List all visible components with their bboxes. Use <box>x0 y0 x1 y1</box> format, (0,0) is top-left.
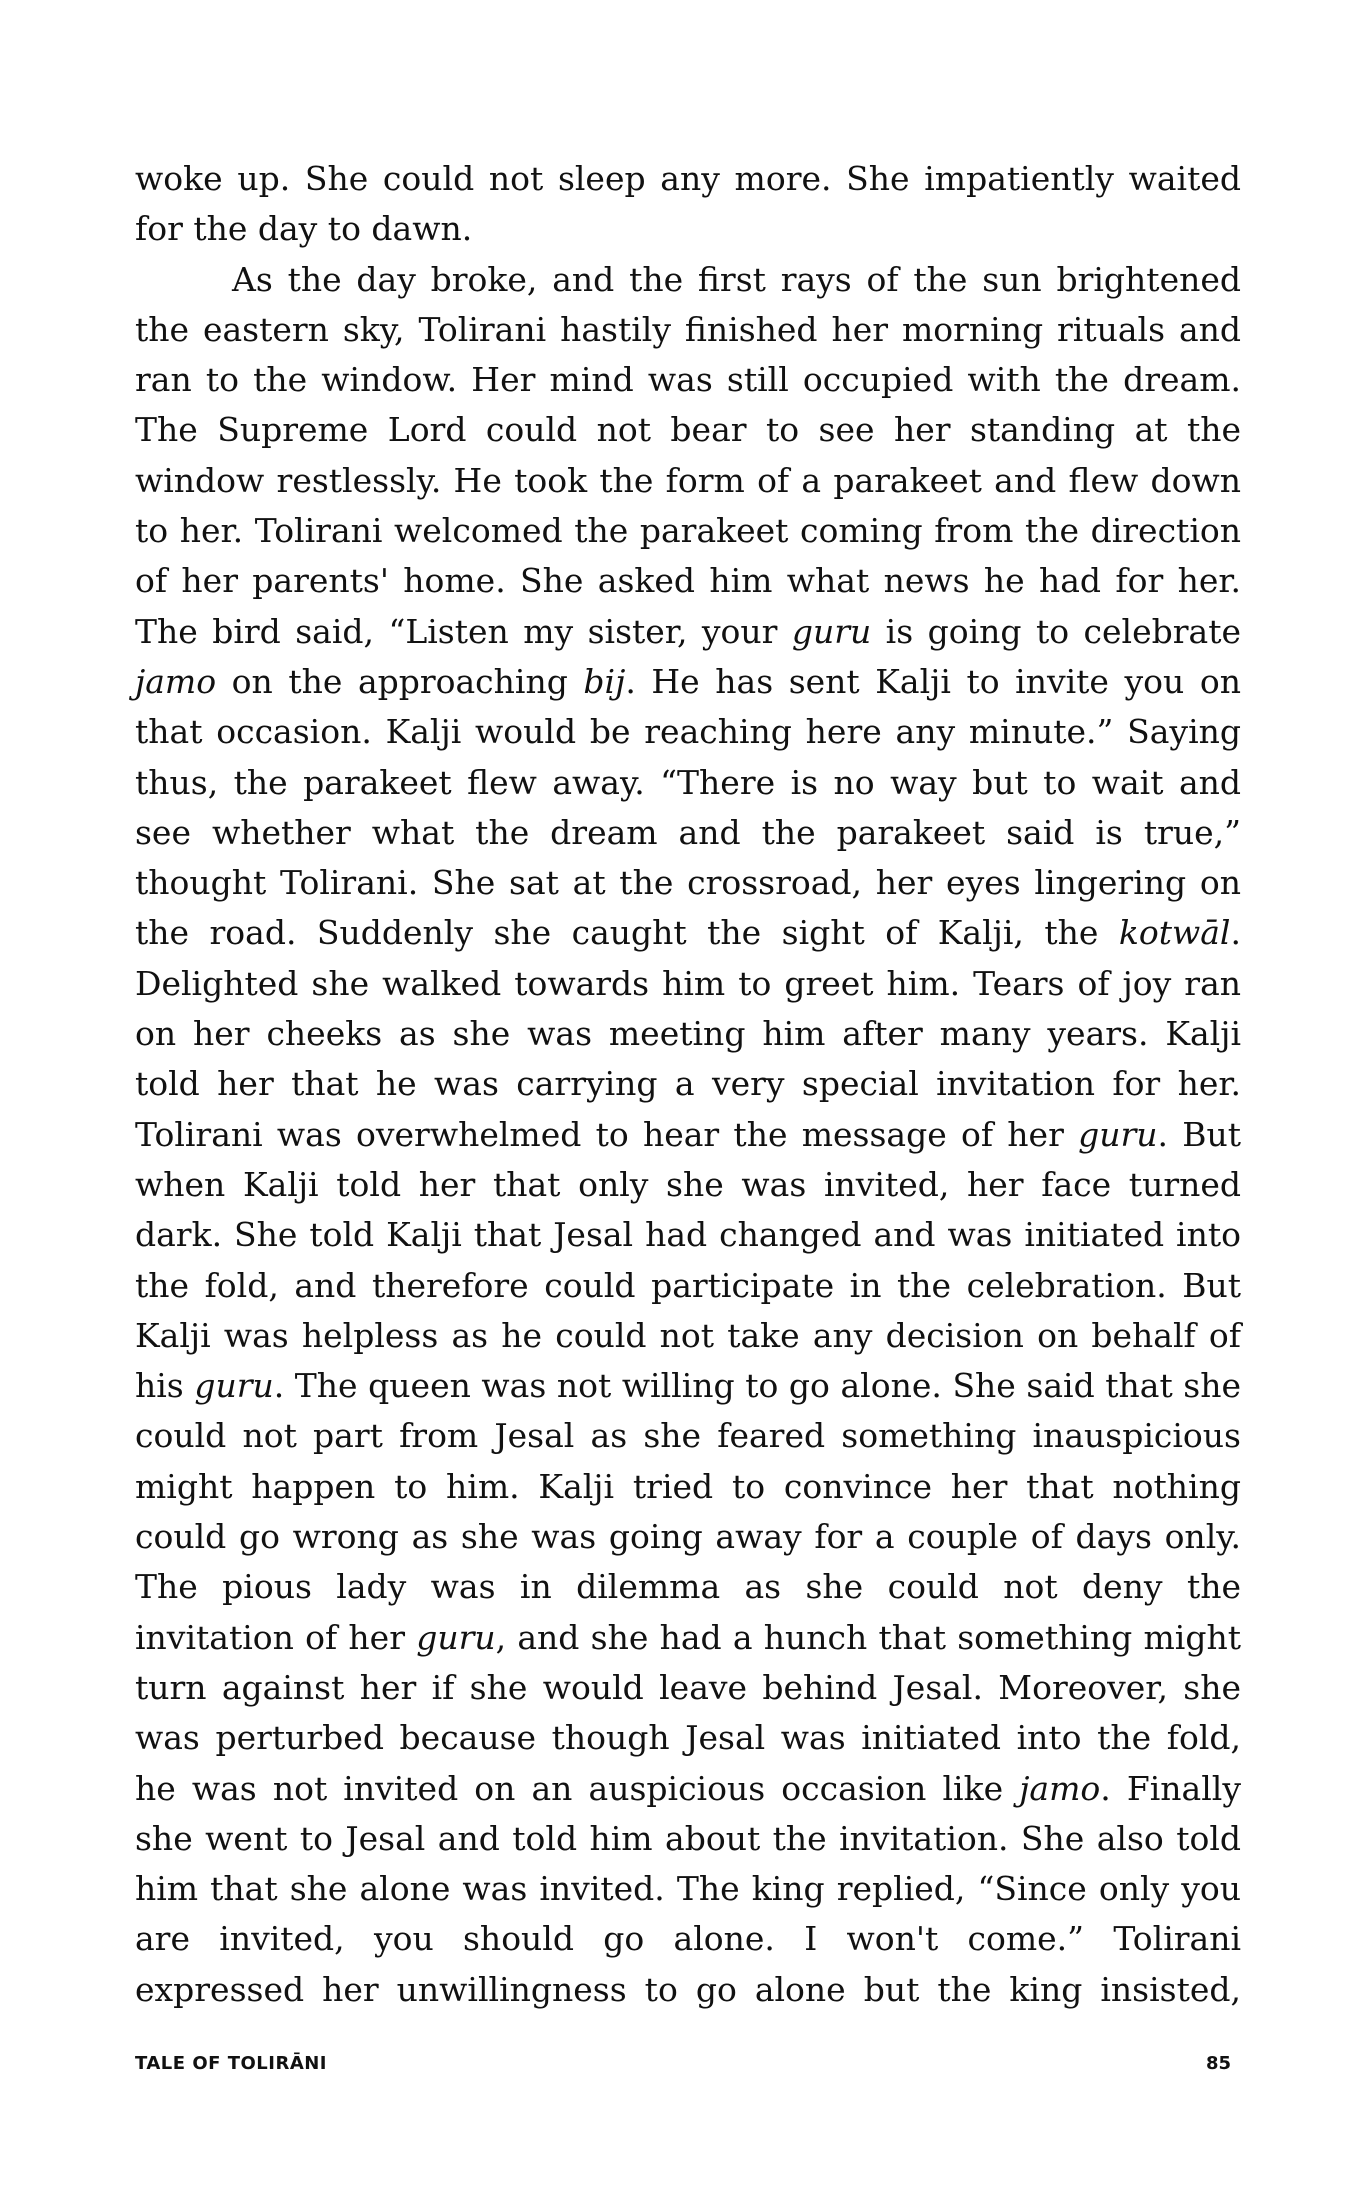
paragraph-2-text: . He has sent Kalji to invite you on that occasion. Kalji would be reaching here any minute.” Saying thus, the parakeet flew away. “There is no way but to wait and see whether what the dream and the parakeet said is true,” thought Tolirani. She sat at the crossroad, her eyes lingering on the road. Suddenly she caught the sight of Kalji, the <box>135 661 1241 953</box>
paragraph-2 <box>135 255 1241 2015</box>
italic-term-guru: guru <box>791 611 872 651</box>
running-title: TALE OF TOLIRĀNI <box>135 2053 328 2074</box>
paragraph-2-text: is going to celebrate <box>871 611 1241 651</box>
page-footer <box>135 2053 1241 2077</box>
page-number: 85 <box>1205 2053 1231 2074</box>
paragraph-2-text: . The queen was not willing to go alone. She said that she could not part from Jesal as she feared something inauspicious might happen to him. Kalji tried to convince her that nothing could go wrong as she was going away for a couple of days only. The pious lady was in dilemma as she could not deny the invitation of her <box>135 1366 1242 1657</box>
paragraph-2-text: . But when Kalji told her that only she was invited, her face turned dark. She told Kalji that Jesal had changed and was initiated into the fold, and therefore could participate in the celebration. But Kalji was helpless as he could not take any decision on behalf of his <box>135 1114 1241 1406</box>
italic-term-guru: guru <box>194 1366 274 1406</box>
paragraph-1-text: woke up. She could not sleep any more. She impatiently waited for the day to dawn. <box>135 159 1241 249</box>
paragraph-2-text: , and she had a hunch that something might turn against her if she would leave behind Jesal. Moreover, she was perturbed because though Jesal was initiated into the fold, he was not invited on an auspicious occasion like <box>135 1617 1241 1808</box>
paragraph-2-text: . Finally she went to Jesal and told him about the invitation. She also told him that she alone was invited. The king replied, “Since only you are invited, you should go alone. I won't come.” Tolirani expressed her unwillingness to go alone but the king insisted, <box>135 1768 1241 2009</box>
italic-term-jamo: jamo <box>1019 1768 1101 1808</box>
paragraph-1 <box>135 154 1241 255</box>
italic-term-guru: guru <box>1078 1114 1158 1154</box>
italic-term-kotwal: kotwāl <box>1118 913 1231 953</box>
italic-term-jamo: jamo <box>135 661 217 701</box>
italic-term-guru: guru <box>416 1617 496 1657</box>
paragraph-2-text: As the day broke, and the first rays of the sun brightened the eastern sky, Tolirani hastily finished her morning rituals and ran to the window. Her mind was still occupied with the dream. The Supreme Lord could not bear to see her standing at the window restlessly. He took the form of a parakeet and flew down to her. Tolirani welcomed the parakeet coming from the direction of her parents' home. She asked him what news he had for her. The bird said, “Listen my sister, your <box>135 259 1241 651</box>
body-text <box>135 154 1241 2015</box>
paragraph-2-text: on the approaching <box>216 661 584 701</box>
paragraph-2-text: . Delighted she walked towards him to greet him. Tears of joy ran on her cheeks as she was meeting him after many years. Kalji told her that he was carrying a very special invitation for her. Tolirani was overwhelmed to hear the message of her <box>135 913 1241 1154</box>
italic-term-bij: bij <box>583 661 626 701</box>
